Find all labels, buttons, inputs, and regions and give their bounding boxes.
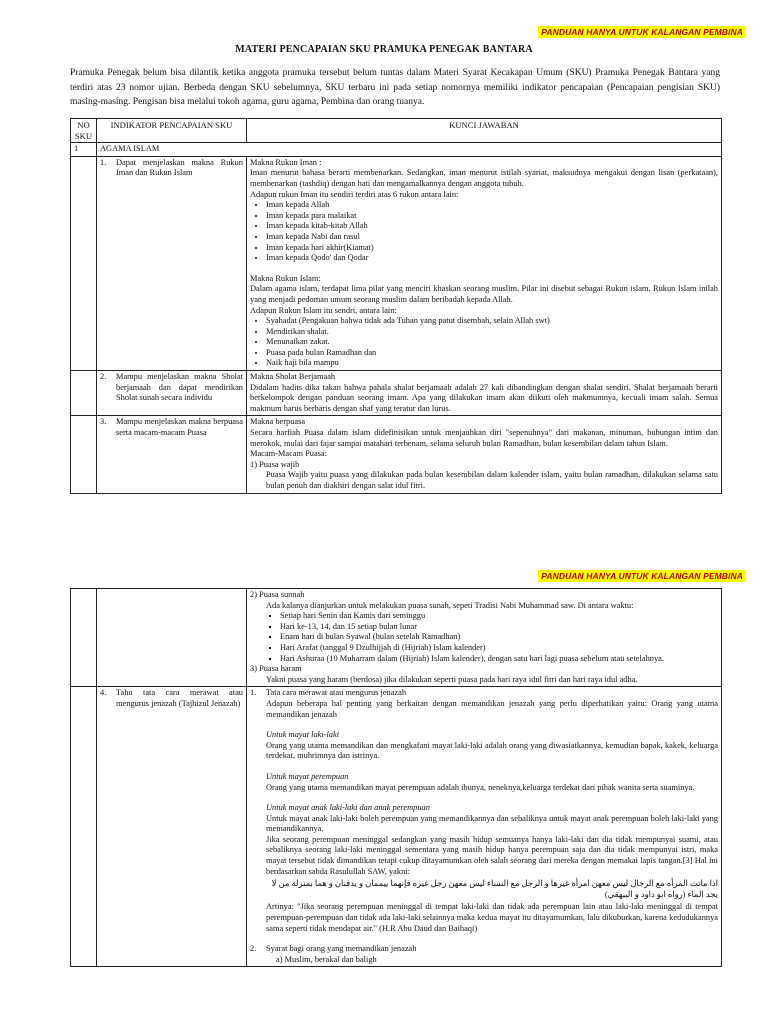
indicator-number: 2. xyxy=(100,372,107,382)
list-item: ▪ Setiap hari Senin dan Kamis dari seminggu xyxy=(280,611,718,622)
list-item: • Mendirikan shalat. xyxy=(266,327,718,338)
islam-text: Dalam agama islam, terdapat lima pilar yang menciri khaskan seorang muslim. Pilar ini disebut sebagai Rukun islam. Rukun Islam inilah yang menjadi pedoman umum seorang muslim dalam beribadah kepada Allah. xyxy=(250,284,718,304)
indicator-cell xyxy=(97,156,247,370)
indicator-text: Tahu tata cara merawat atau mengurus jenazah (Tajhizul Jenazah) xyxy=(116,688,243,708)
list-item: • Menunaikan zakat. xyxy=(266,337,718,348)
answer-cell xyxy=(247,416,722,493)
female-text: Orang yang utama memandikan mayat perempuan adalah ibunya, neneknya,keluarga terdekat dari pihak wanita serta suaminya. xyxy=(266,782,695,792)
list-item: • Iman kepada Nabi dan rasul xyxy=(266,232,718,243)
indicator-text: Mampu menjelaskan makna Sholat berjamaah dan dapat mendirikan Sholat sunah secara individu xyxy=(116,372,243,403)
table-row xyxy=(71,416,722,493)
puasa-sunnah-label: 2) Puasa sunnah xyxy=(250,590,305,599)
header-answer-key: KUNCI JAWABAN xyxy=(247,119,722,143)
answer-cell xyxy=(247,156,722,370)
header-no-sku: NO SKU xyxy=(71,119,97,143)
child-text-1: Untuk mayat anak laki-laki boleh perempuan yang memandikannya dan sebaliknya untuk mayat anak perempuan boleh laki-laki yang memandikannya. xyxy=(266,813,718,834)
list-item: ▪ Hari Arafat (tanggal 9 Dzulhijjah di (Hijriah) Islam kalender) xyxy=(280,643,718,654)
table-row xyxy=(71,687,722,967)
sku-table-continued xyxy=(70,588,722,967)
page-gap xyxy=(0,540,768,560)
indicator-number: 1. xyxy=(100,157,107,167)
child-text-2: Jika seorang perempuan meninggal sedangkan yang masih hidup semuanya hanya laki-laki dan dia tidak mempunyai suami, atau sebaliknya seorang laki-laki meninggal sementara yang masih hidup hanya perempuan saja dan dia tidak mempunyai istri, maka mayat tersebut tidak dimandikan tetapi cukup ditayamumkan oleh salah seorang dari mereka dengan memakai lapis tangan.[3] Hal ini berdasarkan sabda Rasulullah SAW, yakni: xyxy=(266,834,718,876)
answer-cell xyxy=(247,371,722,416)
list-item: • Iman kepada Qodo' dan Qodar xyxy=(266,253,718,264)
indicator-number: 4. xyxy=(100,688,107,698)
intro-paragraph: Pramuka Penegak belum bisa dilantik ketika anggota pramuka tersebut belum tuntas dalam Materi Syarat Kecakapan Umum (SKU) Pramuka Penegak Bantara yang terdiri atas 23 nomor ujian. Berbeda dengan SKU sebelumnya, SKU terbaru ini pada setiap nomornya memiliki indikator pencapaian (Pencapaian pengisian SKU) masing-masing. Pengisan bisa melalui tokoh agama, guru agama, Pembina dan orang tuanya. xyxy=(70,68,720,107)
indicator-cell xyxy=(97,416,247,493)
pembina-banner: PANDUAN HANYA UNTUK KALANGAN PEMBINA xyxy=(538,26,746,38)
syarat-sub-item: a) Muslim, berakal dan baligh xyxy=(276,954,377,964)
male-heading: Untuk mayat laki-laki xyxy=(266,730,340,740)
pembina-banner: PANDUAN HANYA UNTUK KALANGAN PEMBINA xyxy=(538,570,746,582)
table-row xyxy=(71,589,722,687)
puasa-sunnah-text: Ada kalanya dianjurkan untuk melakukan puasa sunah, sepeti Tradisi Nabi Muhammad saw. Di antara waktu: xyxy=(266,600,634,610)
sunnah-list xyxy=(250,611,718,664)
list-item: • Iman kepada hari akhir(Kiamat) xyxy=(266,243,718,254)
hadith-translation: Artinya: "Jika seorang perempuan meninggal di tempat laki-laki dan tidak ada perempuan lain atau laki-laki meninggal di tempat perempuan-perempuan dan tidak ada laki-laki selainnya maka kedua mayat itu ditayamumkan, lalu dikuburkan, karena kedudukannya sama seperti tidak mendapat air." (H.R Abu Daud dan Baihaqi) xyxy=(266,902,718,933)
male-text: Orang yang utama memandikan dan mengkafani mayat laki-laki adalah orang yang diwasiatkannya, kemudian bapak, kakek, keluarga terdekat, muhrimnya dan istrinya. xyxy=(266,740,718,761)
indicator-cell xyxy=(97,371,247,416)
indicator-cell xyxy=(97,687,247,967)
section-title: AGAMA ISLAM xyxy=(97,143,722,157)
list-item: ▪ Hari Ashuraa (10 Muharram dalam (Hijriah) Islam kalender), dengan satu hari lagi puasa sebelum atau setelahnya. xyxy=(280,654,718,665)
islam-list-intro: Adapun Rukun Islam itu sendri, antara lain: xyxy=(250,305,397,315)
islam-list xyxy=(250,316,718,369)
iman-text: Iman menurut bahasa berarti membenarkan. Sedangkan, iman menurut istilah syariat, maksudnya mengakui dengan lisan (perkataan), membenarkan (tashdiq) dengan hati dan mengamalkannya dengan anggota tubuh. xyxy=(250,168,718,188)
female-heading: Untuk mayat perempuan xyxy=(266,771,349,781)
jenazah-heading: Tata cara merawat atau mengurus jenazah xyxy=(266,688,407,698)
answer-cell xyxy=(247,687,722,967)
iman-list-intro: Adapun rukun Iman itu sendiri terdiri atas 6 rukun antara lain: xyxy=(250,189,459,199)
puasa-haram-label: 3) Puasa haram xyxy=(250,664,302,674)
indicator-text: Mampu menjelaskan makna berpuasa serta macam-macam Puasa xyxy=(116,417,243,438)
puasa-types-heading: Macam-Macam Puasa: xyxy=(250,449,327,459)
puasa-haram-text: Yakni puasa yang haram (berdosa) jika dilakukan seperti puasa pada hari raya idul fitri dan hari raya idul adha. xyxy=(266,674,638,684)
list-item: ▪ Enam hari di bulan Syawal (bulan setelah Ramadhan) xyxy=(280,632,718,643)
table-header-row xyxy=(71,119,722,143)
section-row xyxy=(71,143,722,157)
iman-heading: Makna Rukun Iman : xyxy=(250,157,322,167)
table-row xyxy=(71,156,722,370)
item-number: 1. xyxy=(250,688,257,698)
indicator-number: 3. xyxy=(100,417,107,427)
list-item: • Iman kepada para malaikat xyxy=(266,211,718,222)
puasa-wajib-label: 1) Puasa wajib xyxy=(250,459,300,469)
header-indicator: INDIKATOR PENCAPAIAN SKU xyxy=(97,119,247,143)
indicator-text: Dapat menjelaskan makna Rukun Iman dan Rukun Islam xyxy=(116,157,243,178)
sholat-text: Didalam hadits dika takan bahwa pahala shalat berjamaah adalah 27 kali dibandingkan dengan shalat sendiri. Shalat berjamaah berarti berkelompok dengan panduan seorang imam. Apa yang dilakukan imam akan diikuti oleh makmumnya, kecuali imam salah. Semua makmum harus berbaris dengan shaf yang teratur dan lurus. xyxy=(250,382,718,413)
jenazah-text: Adapun beberapa hal penting yang berkaitan dengan memandikan jenazah yang perlu diperhatikan yaitu: Orang yang utama memandikan jenazah xyxy=(266,698,718,719)
list-item: • Puasa pada bulan Ramadhan dan xyxy=(266,348,718,359)
child-heading: Untuk mayat anak laki-laki dan anak perempuan xyxy=(266,803,430,813)
table-row xyxy=(71,371,722,416)
puasa-text: Secara harfiah Puasa dalam islam didefinisikan untuk menjauhkan diri "sepenuhnya" dari makanan, minuman, hubungan intim dan merokok, mulai dari fajar sampai matahari terbenam, selama seluruh bulan Ramadhan, bulan kesembilan dalam tahun Islam. xyxy=(250,428,718,448)
list-item: • Iman kepada Allah xyxy=(266,200,718,211)
puasa-wajib-text: Puasa Wajib yaitu puasa yang dilakukan pada bulan kesembilan dalam kalender islam, yaitu bulan ramadhan, dilakukan selama satu bulan penuh dan diakhiri dengan salat idul fitri. xyxy=(266,470,718,490)
list-item: • Syahadat (Pengakuan bahwa tidak ada Tuhan yang patut disembah, selain Allah swt) xyxy=(266,316,718,327)
syarat-heading: Syarat bagi orang yang memandikan jenazah xyxy=(266,944,417,954)
arabic-hadith: اذا ماتت المرأة مع الرجال ليس معهن امرأة غيرها و الرجل مع النساء ليس معهن رجل غيره فإنهما ييممان و يدفنان و هما بمنزلة من لا يجد الماء (رواه ابو داود و البيهقي) xyxy=(271,879,718,899)
islam-heading: Makna Rukun Islam: xyxy=(250,273,321,283)
item-number: 2. xyxy=(250,944,257,954)
sholat-heading: Makna Sholat Berjamaah xyxy=(250,372,336,382)
document-page-2 xyxy=(0,560,768,1024)
list-item: • Naik haji bila mampu xyxy=(266,358,718,369)
page-title: MATERI PENCAPAIAN SKU PRAMUKA PENEGAK BANTARA xyxy=(235,44,533,55)
sku-table xyxy=(70,118,722,494)
list-item: • Iman kepada kitab-kitab Allah xyxy=(266,221,718,232)
section-number: 1 xyxy=(71,143,97,157)
list-item: ▪ Hari ke-13, 14, dan 15 setiap bulan lunar xyxy=(280,622,718,633)
answer-cell xyxy=(247,589,722,687)
iman-list xyxy=(250,200,718,264)
puasa-heading: Makna berpuasa xyxy=(250,417,306,427)
